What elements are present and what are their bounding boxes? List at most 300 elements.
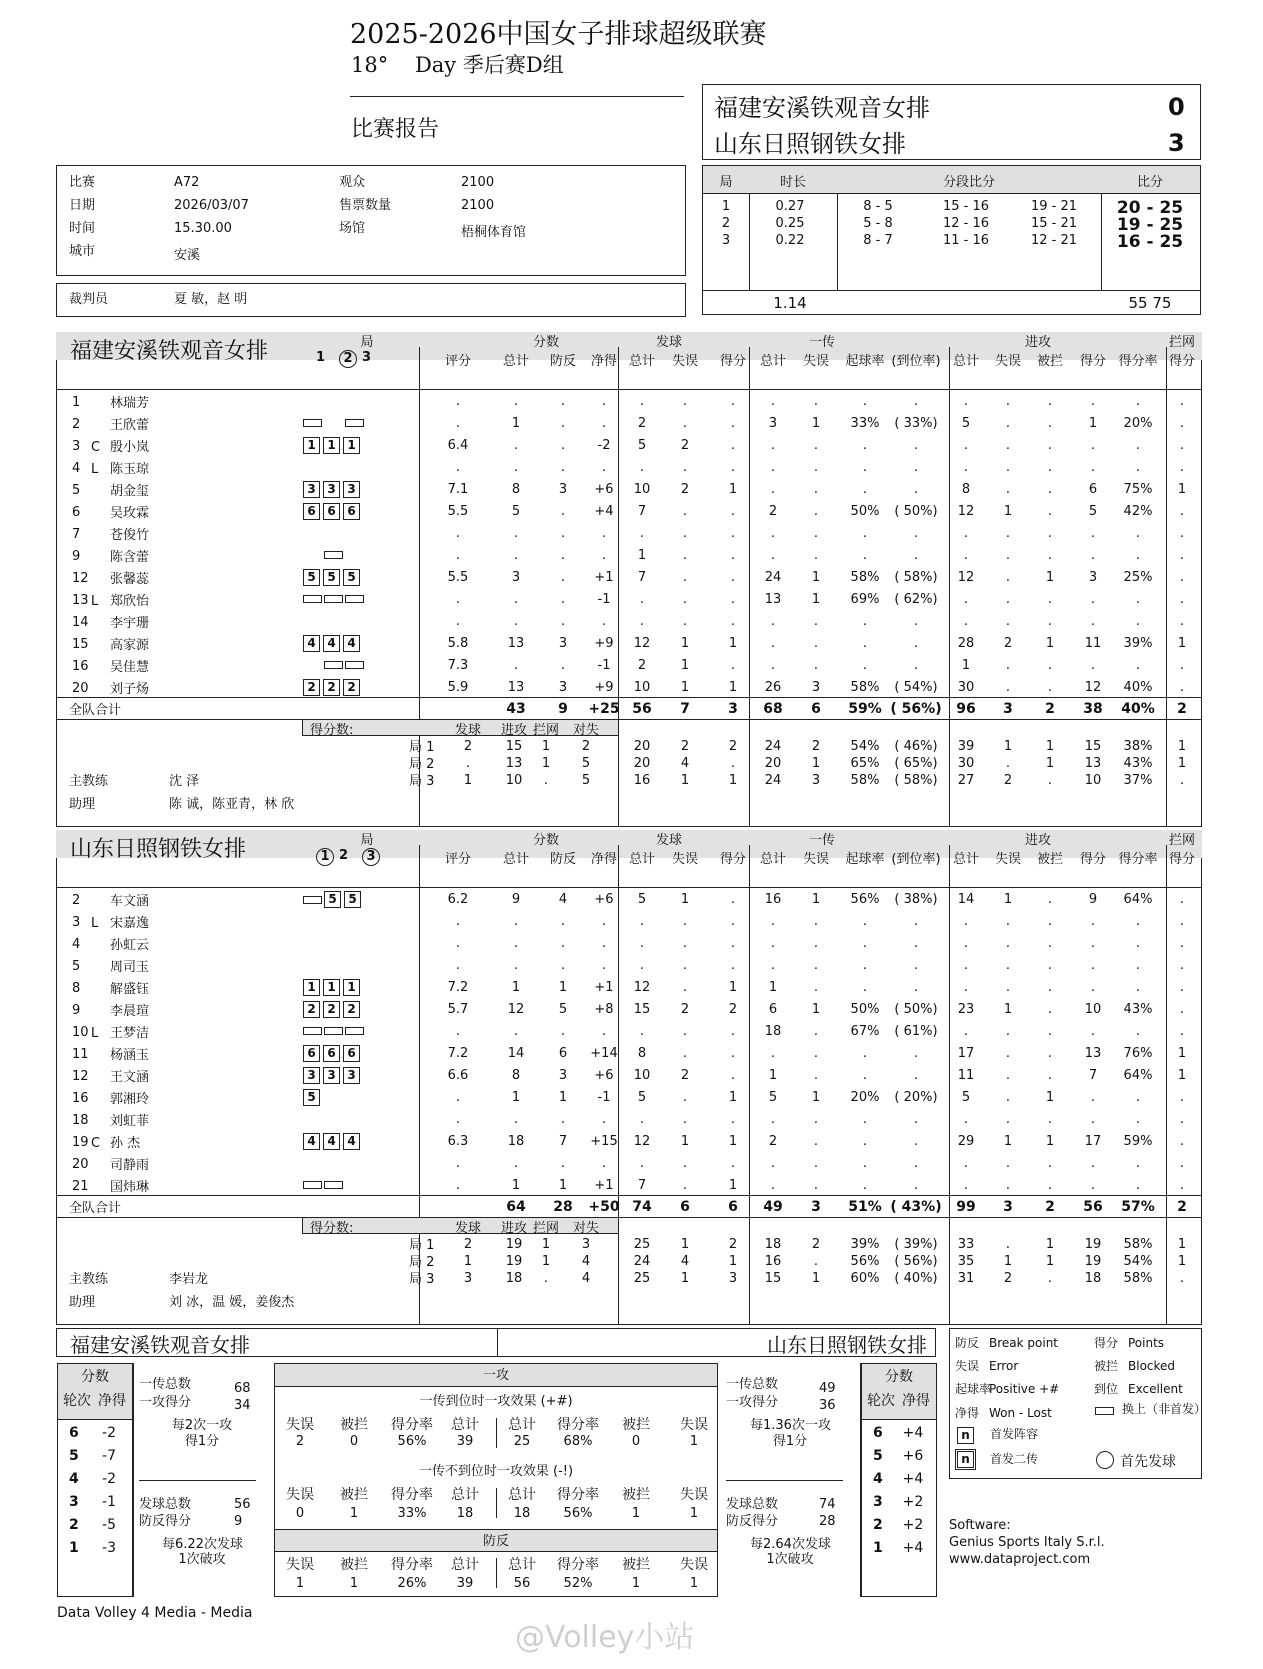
sets-won-b: 3: [1168, 129, 1185, 157]
stat-cell: .: [1179, 1112, 1185, 1127]
starting-position-box: 3: [303, 481, 320, 498]
substitute-marker: [303, 595, 322, 603]
set-stat-cell: 13: [1084, 756, 1102, 771]
rotation-net: -2: [102, 1425, 116, 1441]
substitute-marker: [324, 1181, 343, 1189]
set-stat-cell: 20: [633, 739, 651, 754]
stat-cell: 3: [1088, 570, 1098, 585]
stat-cell: 1: [961, 658, 971, 673]
stat-cell: 25%: [1123, 570, 1153, 585]
stat-cell: .: [1047, 658, 1053, 673]
col-set-header: 局: [360, 833, 374, 848]
stat-cell: .: [813, 936, 819, 951]
set-stat-cell: 1: [1177, 739, 1187, 754]
player-role: L: [91, 916, 99, 931]
rotation-number: 1: [69, 1540, 79, 1556]
stat-cell: .: [813, 1112, 819, 1127]
rotation-number: 5: [873, 1448, 883, 1464]
stat-cell: 1: [1045, 570, 1055, 585]
stat-cell: .: [1090, 958, 1096, 973]
stat-cell: .: [560, 416, 566, 431]
stat-cell: .: [963, 914, 969, 929]
set-points-cell: 1: [463, 773, 473, 788]
stat-cell: .: [963, 936, 969, 951]
stat-cell: .: [682, 460, 688, 475]
stat-cell: 2: [680, 1002, 690, 1017]
starting-position-box: 5: [343, 569, 360, 586]
set-stat-cell: 10: [1084, 773, 1102, 788]
player-start-positions: [303, 635, 363, 652]
stat-cell: 1: [728, 980, 738, 995]
stat-cell: 8: [511, 1068, 521, 1083]
stat-cell: 5: [558, 1002, 568, 1017]
mid-col-header: 总计: [451, 1557, 479, 1573]
set-points-cell: .: [543, 773, 549, 788]
stat-cell: 28: [957, 636, 975, 651]
stat-cell: 1: [558, 980, 568, 995]
team-total-cell: ( 43%): [890, 1199, 942, 1215]
stat-cell: 3: [811, 680, 821, 695]
substitute-marker: [1095, 1407, 1114, 1415]
set-number-label: 1: [316, 848, 334, 866]
set-partial: 11 - 16: [942, 233, 990, 248]
set-stat-cell: 25: [633, 1237, 651, 1252]
negative-cell: 1: [631, 1506, 641, 1521]
stat-cell: 1: [511, 1178, 521, 1193]
stat-cell: .: [560, 1156, 566, 1171]
stat-cell: .: [862, 548, 868, 563]
team-total-cell: ( 56%): [890, 701, 942, 717]
stat-cell: 7: [1088, 1068, 1098, 1083]
points-type-header: 对失: [572, 1221, 599, 1236]
stat-cell: 12: [957, 504, 975, 519]
points-type-header: 对失: [572, 723, 599, 738]
team-name: 福建安溪铁观音女排: [70, 339, 269, 364]
sets-col-header: 比分: [1136, 175, 1163, 190]
col-sub-header: 得分: [1079, 852, 1106, 867]
stat-cell: .: [455, 936, 461, 951]
stat-cell: .: [862, 914, 868, 929]
stat-cell: .: [1047, 980, 1053, 995]
set-stat-cell: 38%: [1123, 739, 1153, 754]
stat-cell: 12: [633, 980, 651, 995]
b-break-points-label: 防反得分: [726, 1514, 779, 1529]
stat-cell: .: [513, 526, 519, 541]
stat-cell: 10: [633, 680, 651, 695]
stat-cell: .: [455, 1024, 461, 1039]
set-number: 3: [721, 233, 731, 248]
stat-cell: .: [730, 1112, 736, 1127]
player-start-positions: [303, 1177, 366, 1192]
set-points-cell: 2: [463, 739, 473, 754]
mid-col-header: 失误: [286, 1557, 314, 1573]
stat-cell: .: [1005, 1046, 1011, 1061]
stat-cell: .: [560, 1112, 566, 1127]
substitute-marker: [324, 661, 343, 669]
stat-cell: 5.7: [447, 1002, 469, 1017]
stat-cell: .: [913, 1046, 919, 1061]
set-number-label: 1: [316, 350, 326, 365]
stat-cell: .: [1047, 460, 1053, 475]
stat-cell: .: [813, 526, 819, 541]
player-name: 解盛钰: [110, 982, 150, 997]
set-stat-cell: 1: [1003, 1254, 1013, 1269]
starting-position-box: 4: [343, 1133, 360, 1150]
sets-col-header: 局: [719, 175, 733, 190]
stat-cell: .: [1135, 438, 1141, 453]
stat-cell: .: [770, 438, 776, 453]
starting-position-box: 5: [303, 569, 320, 586]
col-sub-header: 得分: [1168, 852, 1195, 867]
stat-cell: .: [513, 460, 519, 475]
set-partial: 5 - 8: [863, 216, 893, 231]
stat-cell: 30: [957, 680, 975, 695]
software-url: www.dataproject.com: [949, 1552, 1091, 1567]
set-stat-cell: 15: [764, 1271, 782, 1286]
substitute-marker: [303, 419, 322, 427]
player-name: 王欣蕾: [110, 418, 150, 433]
set-stat-cell: 58%: [850, 773, 880, 788]
team-total-cell: 49: [763, 1199, 783, 1215]
stat-cell: .: [862, 526, 868, 541]
positive-cell: 56%: [397, 1434, 427, 1449]
stat-cell: .: [963, 614, 969, 629]
set-stat-cell: 39: [957, 739, 975, 754]
set-stat-cell: 2: [728, 739, 738, 754]
defense-cell: 1: [631, 1576, 641, 1591]
set-points-cell: 19: [505, 1254, 523, 1269]
stat-cell: .: [1179, 548, 1185, 563]
points-type-header: 进攻: [500, 1221, 527, 1236]
mid-col-header: 失误: [286, 1487, 314, 1503]
stat-cell: 1: [511, 1090, 521, 1105]
stat-cell: .: [1005, 658, 1011, 673]
stat-cell: .: [913, 482, 919, 497]
stat-cell: .: [1179, 1134, 1185, 1149]
referee-names: 夏 敏，赵 明: [174, 292, 248, 307]
day-label: [351, 49, 564, 79]
stat-cell: 64%: [1123, 892, 1153, 907]
player-number: 21: [72, 1179, 89, 1194]
stat-cell: .: [862, 394, 868, 409]
stat-cell: .: [730, 1068, 736, 1083]
legend-substitute: 换上（非首发）: [1122, 1402, 1207, 1416]
player-start-positions: [303, 679, 363, 696]
stat-cell: .: [682, 548, 688, 563]
negative-cell: 1: [689, 1506, 699, 1521]
stat-cell: .: [770, 1178, 776, 1193]
stat-cell: .: [1005, 548, 1011, 563]
stat-cell: 1: [1088, 416, 1098, 431]
stat-cell: .: [601, 958, 607, 973]
stat-cell: .: [455, 614, 461, 629]
player-name: 吴玫霖: [110, 506, 150, 521]
stat-cell: 1: [1003, 892, 1013, 907]
set-stat-cell: .: [813, 1254, 819, 1269]
set-partial: 8 - 7: [863, 233, 893, 248]
stat-cell: .: [1179, 1024, 1185, 1039]
report-subtitle: 比赛报告: [351, 117, 440, 142]
set-stat-cell: 35: [957, 1254, 975, 1269]
stat-cell: .: [813, 658, 819, 673]
stat-cell: 59%: [1123, 1134, 1153, 1149]
stat-cell: 2: [637, 658, 647, 673]
col-sub-header: 失误: [802, 852, 829, 867]
rotation-header: 分数: [81, 1369, 109, 1385]
stat-cell: .: [682, 1112, 688, 1127]
coach-label: 主教练: [69, 1272, 109, 1287]
coach-label: 主教练: [69, 774, 109, 789]
stat-cell: 1: [1003, 1002, 1013, 1017]
stage: 季后赛D组: [462, 53, 564, 77]
stat-cell: 1: [558, 1090, 568, 1105]
player-start-positions: [303, 415, 366, 430]
substitute-marker: [345, 1027, 364, 1035]
starting-position-box: 1: [303, 979, 320, 996]
stat-cell: 7: [637, 1178, 647, 1193]
rotation-number: 6: [69, 1425, 79, 1441]
set-stat-cell: 1: [1045, 756, 1055, 771]
stat-cell: .: [513, 614, 519, 629]
team-total-cell: 6: [728, 1199, 738, 1215]
points-type-header: 发球: [454, 723, 481, 738]
set-stat-cell: 2: [811, 739, 821, 754]
stat-cell: .: [1047, 438, 1053, 453]
stat-cell: .: [601, 394, 607, 409]
stat-cell: 14: [957, 892, 975, 907]
col-sub-header: 净得: [590, 852, 617, 867]
stat-cell: .: [1005, 1024, 1011, 1039]
stat-cell: .: [963, 1178, 969, 1193]
stat-cell: 13: [507, 636, 525, 651]
player-name: 陈玉琼: [110, 462, 150, 477]
b-serve-total: 74: [819, 1497, 836, 1512]
points-by-type-label: 得分数:: [310, 1221, 354, 1236]
stat-cell: .: [560, 614, 566, 629]
day-text: Day: [414, 53, 457, 77]
set-number-label: 3: [362, 848, 380, 866]
stat-cell: .: [682, 1156, 688, 1171]
col-sub-header: 得分: [719, 852, 746, 867]
stat-cell: .: [1090, 658, 1096, 673]
starting-position-box: 2: [303, 679, 320, 696]
stat-cell: .: [963, 438, 969, 453]
stat-cell: .: [813, 460, 819, 475]
player-role: L: [91, 1026, 99, 1041]
team-total-cell: 56: [1083, 1199, 1103, 1215]
points-type-header: 发球: [454, 1221, 481, 1236]
stat-cell: .: [1179, 1090, 1185, 1105]
stat-cell: .: [1047, 914, 1053, 929]
stat-cell: 29: [957, 1134, 975, 1149]
stat-cell: 18: [764, 1024, 782, 1039]
stat-cell: 17: [957, 1046, 975, 1061]
first-ball-title: 一攻: [482, 1368, 509, 1383]
stat-cell: 12: [957, 570, 975, 585]
stat-cell: ( 50%): [894, 1002, 938, 1017]
stat-cell: 1: [558, 1178, 568, 1193]
set-stat-cell: ( 65%): [894, 756, 938, 771]
match-info-label: 场馆: [339, 221, 366, 236]
player-number: 5: [72, 483, 81, 498]
stat-cell: .: [862, 1046, 868, 1061]
col-sub-header: 净得: [590, 354, 617, 369]
stat-cell: 13: [507, 680, 525, 695]
stat-cell: .: [770, 958, 776, 973]
stat-cell: 11: [957, 1068, 975, 1083]
stat-cell: .: [1179, 592, 1185, 607]
stat-cell: .: [813, 614, 819, 629]
starting-position-box: 6: [303, 503, 320, 520]
player-number: 3: [72, 439, 81, 454]
rotation-sub-header: 净得: [98, 1393, 126, 1409]
stat-cell: .: [513, 958, 519, 973]
stat-cell: .: [1179, 936, 1185, 951]
total-duration: 1.14: [773, 294, 807, 312]
stat-cell: .: [601, 936, 607, 951]
stat-cell: .: [601, 614, 607, 629]
stat-cell: .: [1005, 980, 1011, 995]
player-number: 18: [72, 1113, 89, 1128]
stat-cell: .: [601, 548, 607, 563]
player-name: 林瑞芳: [110, 396, 150, 411]
b-reception-total-label: 一传总数: [726, 1377, 779, 1392]
starting-position-box: 5: [344, 891, 361, 908]
mid-col-header: 被拦: [340, 1487, 368, 1503]
stat-cell: ( 38%): [894, 892, 938, 907]
b-serve-ratio2: 1次破攻: [766, 1552, 814, 1567]
stat-cell: 6.3: [447, 1134, 469, 1149]
stat-cell: .: [560, 936, 566, 951]
col-sub-header: 总计: [628, 852, 655, 867]
stat-cell: 14: [507, 1046, 525, 1061]
first-serve-set: [316, 848, 334, 866]
stat-cell: 3: [768, 416, 778, 431]
legend-value: Positive +#: [989, 1382, 1060, 1396]
team-total-cell: 2: [1045, 1199, 1055, 1215]
starting-position-box: 1: [343, 437, 360, 454]
player-start-positions: [303, 503, 363, 520]
footer: Data Volley 4 Media - Media: [57, 1605, 253, 1621]
stat-cell: .: [730, 936, 736, 951]
starting-position-box: 4: [303, 1133, 320, 1150]
set-stat-cell: 2: [680, 739, 690, 754]
player-start-positions: [303, 591, 366, 606]
team-total-cell: 38: [1083, 701, 1103, 717]
stat-cell: .: [1047, 504, 1053, 519]
stat-cell: .: [560, 1024, 566, 1039]
match-info-value: 15.30.00: [174, 221, 232, 236]
set-partial: 8 - 5: [863, 199, 893, 214]
stat-cell: .: [963, 460, 969, 475]
mid-col-header: 失误: [680, 1417, 708, 1433]
assistant-names: 陈 诚，陈亚青，林 欣: [169, 797, 295, 812]
stat-cell: 43%: [1123, 1002, 1153, 1017]
first-serve-set: [339, 350, 357, 368]
stat-cell: .: [730, 614, 736, 629]
stat-cell: 5: [637, 1090, 647, 1105]
legend-starter-setter: 首发二传: [990, 1452, 1039, 1466]
player-start-positions: [303, 1067, 363, 1084]
player-number: 13: [72, 593, 89, 608]
set-row-label: 局 1: [409, 740, 435, 755]
stat-cell: 1: [1045, 1134, 1055, 1149]
set-number: [316, 350, 325, 365]
stat-cell: 7.2: [447, 980, 469, 995]
stat-cell: .: [639, 914, 645, 929]
stat-cell: .: [1090, 592, 1096, 607]
stat-cell: 5: [768, 1090, 778, 1105]
assistant-label: 助理: [69, 1295, 96, 1310]
stat-cell: .: [913, 460, 919, 475]
defense-title: 防反: [482, 1534, 509, 1549]
player-number: 3: [72, 915, 81, 930]
stat-cell: 6.4: [447, 438, 469, 453]
set-stat-cell: 18: [764, 1237, 782, 1252]
stat-cell: .: [730, 592, 736, 607]
first-serve-set: [362, 848, 380, 866]
stat-cell: .: [913, 394, 919, 409]
stat-cell: .: [1047, 416, 1053, 431]
set-stat-cell: 4: [680, 1254, 690, 1269]
player-start-positions: [303, 547, 366, 562]
starter-box: n: [957, 1427, 974, 1444]
stat-cell: .: [813, 548, 819, 563]
substitute-marker: [345, 661, 364, 669]
player-number: 2: [72, 417, 81, 432]
col-sub-header: 得分: [719, 354, 746, 369]
stat-cell: .: [455, 958, 461, 973]
stat-cell: .: [1179, 1156, 1185, 1171]
set-stat-cell: 60%: [850, 1271, 880, 1286]
set-row-label: 局 1: [409, 1238, 435, 1253]
stat-cell: .: [1179, 1002, 1185, 1017]
stat-cell: .: [1179, 914, 1185, 929]
player-number: 1: [72, 395, 81, 410]
stat-cell: .: [1047, 958, 1053, 973]
player-name: 司静雨: [110, 1158, 150, 1173]
set-stat-cell: 1: [1045, 739, 1055, 754]
set-number-label: 2: [339, 350, 357, 368]
player-number: 8: [72, 981, 81, 996]
team-total-cell: 2: [1177, 1199, 1187, 1215]
set-points-cell: 2: [581, 739, 591, 754]
a-serve-ratio: 每6.22次发球: [162, 1537, 243, 1552]
stat-cell: .: [1047, 892, 1053, 907]
stat-cell: .: [639, 958, 645, 973]
stat-cell: .: [1090, 1156, 1096, 1171]
starting-position-box: 3: [343, 481, 360, 498]
stat-cell: .: [1135, 980, 1141, 995]
stat-cell: .: [913, 1068, 919, 1083]
stat-cell: 15: [633, 1002, 651, 1017]
stat-cell: .: [770, 658, 776, 673]
stat-cell: 6.2: [447, 892, 469, 907]
stat-cell: .: [1005, 482, 1011, 497]
stat-cell: 5.5: [447, 504, 469, 519]
stat-cell: .: [513, 592, 519, 607]
stat-cell: .: [913, 658, 919, 673]
set-number: 2: [721, 216, 731, 231]
stat-cell: 75%: [1123, 482, 1153, 497]
set-stat-cell: 20: [633, 756, 651, 771]
player-name: 刘子炀: [110, 682, 150, 697]
starting-position-box: 6: [303, 1045, 320, 1062]
stat-cell: .: [1005, 1178, 1011, 1193]
player-start-positions: [303, 891, 364, 908]
stat-cell: 7: [637, 570, 647, 585]
legend-key: 失误: [955, 1359, 980, 1373]
